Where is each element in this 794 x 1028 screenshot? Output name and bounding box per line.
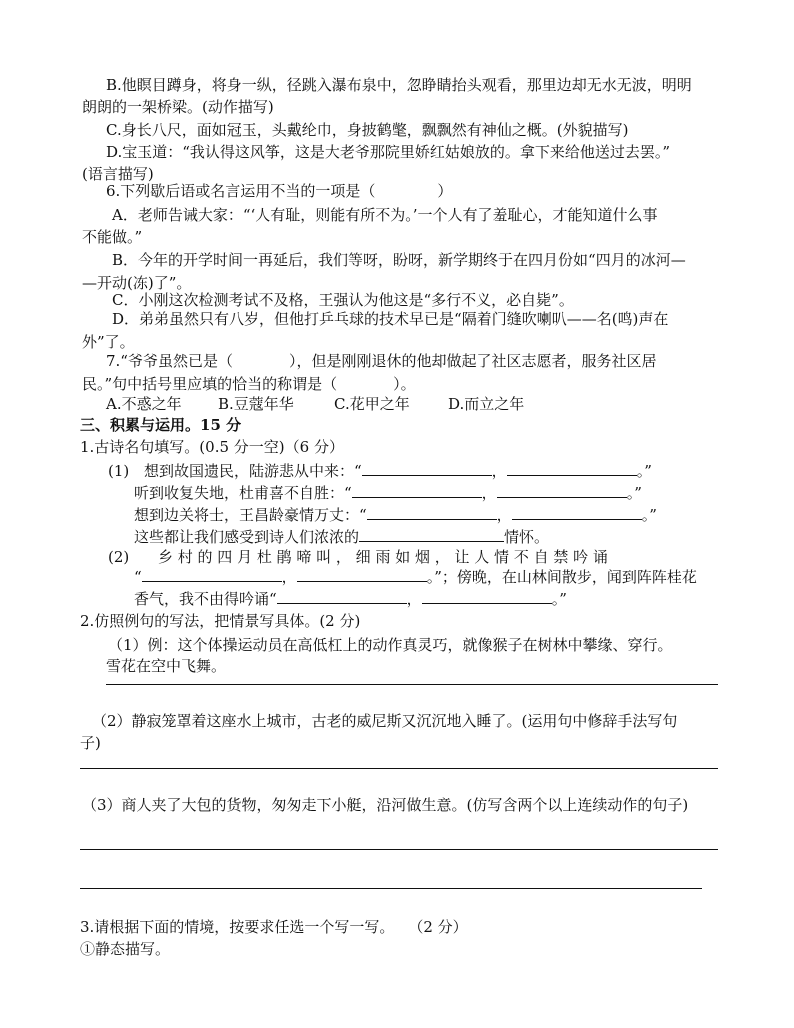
q5-option-b-line2: 朗朗的一架桥梁。(动作描写) [82,98,274,116]
q1-5-blank-4[interactable] [422,588,552,604]
q2-2-line2: 子) [80,734,101,752]
q1-5-line1: (2) 乡 村 的 四 月 杜 鹃 啼 叫 ， 细 雨 如 烟 ， 让 人 情 不 自 禁 吟 诵 [108,548,608,566]
q2-3-answer-line-2[interactable] [80,888,702,889]
q1-1-line: (1) 想到故国遗民，陆游悲从中来：“ ， 。” [108,462,652,480]
q1-1-number: (1) [108,462,130,480]
section3-title: 三、积累与运用。15 分 [80,416,242,434]
q6-option-d-line2: 外”了。 [82,333,135,351]
q1-2-blank-2[interactable] [497,482,627,498]
q2-2-answer-line[interactable] [80,768,718,769]
q1-5-blank-3[interactable] [277,588,407,604]
q6-stem: 6.下列歇后语或名言运用不当的一项是（ ） [106,182,453,200]
q1-5-blank-2[interactable] [297,566,427,582]
q3-score: （2 分） [408,918,468,936]
q1-5-line3: 香气，我不由得吟诵“ ， 。” [134,590,567,608]
q1-4-blank[interactable] [359,526,504,542]
q5-option-d-line2: (语言描写) [82,165,154,183]
q6-option-b-line1: B．今年的开学时间一再延后，我们等呀，盼呀，新学期终于在四月份如“四月的冰河— [112,251,686,269]
q1-5-number: (2) [108,548,130,566]
q1-title: 1.古诗名句填写。(0.5 分一空)（6 分） [80,438,344,456]
q1-1-blank-2[interactable] [507,460,637,476]
q6-option-d-line1: D．弟弟虽然只有八岁，但他打乒乓球的技术早已是“隔着门缝吹喇叭——名(鸣)声在 [112,310,669,328]
q6-option-a-line1: A．老师告诫大家：“‘人有耻，则能有所不为。’一个人有了羞耻心，才能知道什么事 [112,206,658,224]
q1-2-line: 听到收复失地，杜甫喜不自胜：“ ， 。” [134,484,642,502]
q1-5-line2: “ ， 。”；傍晚，在山林间散步，闻到阵阵桂花 [134,568,697,586]
q1-1-blank-1[interactable] [362,460,492,476]
q1-3-blank-2[interactable] [512,504,642,520]
q7-line1: 7.“爷爷虽然已是（ ），但是刚刚退休的他却做起了社区志愿者，服务社区居 [106,352,657,370]
q5-option-d-line1: D.宝玉道：“我认得这风筝，这是大老爷那院里娇红姑娘放的。拿下来给他送过去罢。” [106,143,671,161]
q7-line2: 民。”句中括号里应填的恰当的称谓是（ ）。 [82,375,416,393]
q6-option-a-line2: 不能做。” [82,228,143,246]
q7-option-c: C.花甲之年 [334,395,410,413]
q7-option-a: A.不惑之年 [106,395,182,413]
q7-option-d: D.而立之年 [448,395,525,413]
q2-2-line1: （2）静寂笼罩着这座水上城市，古老的威尼斯又沉沉地入睡了。(运用句中修辞手法写句 [92,712,678,730]
q1-5-blank-1[interactable] [142,566,282,582]
q2-1-answer-line[interactable] [106,684,718,685]
q2-title: 2.仿照例句的写法，把情景写具体。(2 分) [80,612,361,630]
q1-4-line: 这些都让我们感受到诗人们浓浓的 情怀。 [134,528,550,546]
q2-3-answer-line-1[interactable] [80,849,718,850]
q5-option-c: C.身长八尺，面如冠玉，头戴纶巾，身披鹤氅，飘飘然有神仙之概。(外貌描写) [106,121,629,139]
q3-title-line: 3.请根据下面的情境，按要求任选一个写一写。 （2 分） [80,918,468,936]
q5-option-b-line1: B.他瞑目蹲身，将身一纵，径跳入瀑布泉中，忽睁睛抬头观看，那里边却无水无波，明明 [106,76,692,94]
q7-options [106,393,786,415]
q1-3-line: 想到边关将士，王昌龄豪情万丈：“ ， 。” [134,506,657,524]
q6-option-c: C．小刚这次检测考试不及格，王强认为他这是“多行不义，必自毙”。 [112,291,574,309]
q6-option-b-line2: —开动(冻)了”。 [82,274,192,292]
q2-example: （1）例：这个体操运动员在高低杠上的动作真灵巧，就像猴子在树林中攀缘、穿行。 [108,636,673,654]
q1-3-blank-1[interactable] [367,504,497,520]
q7-option-b: B.豆蔻年华 [218,395,294,413]
q1-2-blank-1[interactable] [352,482,482,498]
q2-3-line: （3）商人夹了大包的货物，匆匆走下小艇，沿河做生意。(仿写含两个以上连续动作的句子) [82,796,689,814]
q2-example-prompt: 雪花在空中飞舞。 [106,657,227,675]
q3-option-1: ①静态描写。 [80,940,171,958]
